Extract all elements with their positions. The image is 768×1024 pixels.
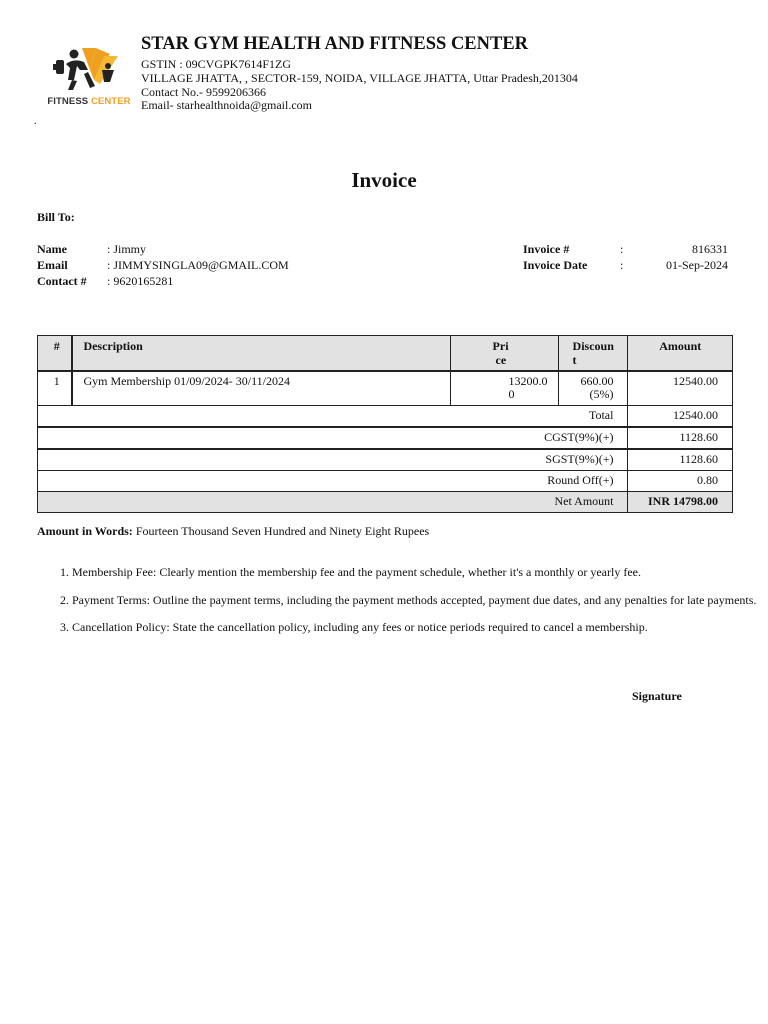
list-item	[60, 594, 756, 622]
row-price-line-2: 0	[508, 387, 515, 401]
header-discount	[558, 336, 628, 372]
row-number: 1	[38, 371, 73, 406]
term-text: Cancellation Policy: State the cancellation policy, including any fees or notice periods required to cancel a membership.	[72, 620, 648, 634]
company-name: STAR GYM HEALTH AND FITNESS CENTER	[141, 34, 529, 54]
net-amount-row	[38, 492, 733, 513]
logo-text-center: CENTER	[90, 96, 131, 107]
header-discount-line-2: t	[572, 353, 577, 367]
invoice-date-value: 01-Sep-2024	[666, 258, 728, 272]
invoice-date-colon: :	[620, 258, 624, 272]
round-off-value: 0.80	[628, 471, 733, 492]
round-off-row	[38, 471, 733, 492]
customer-email-label: Email	[37, 258, 68, 272]
sgst-label: SGST(9%)(+)	[38, 449, 628, 471]
company-email: Email- starhealthnoida@gmail.com	[141, 98, 312, 113]
net-amount-value: INR 14798.00	[628, 492, 733, 513]
amount-in-words-label: Amount in Words:	[37, 524, 133, 538]
term-number: 1.	[60, 565, 69, 579]
row-amount: 12540.00	[628, 371, 733, 406]
customer-email-value: : JIMMYSINGLA09@GMAIL.COM	[107, 258, 289, 272]
sgst-row	[38, 449, 733, 471]
header-price-line-2: ce	[495, 353, 507, 367]
total-label: Total	[38, 406, 628, 428]
header-price-line-1: Pri	[492, 339, 509, 353]
invoice-items-table	[37, 335, 733, 513]
header-amount: Amount	[628, 336, 733, 372]
page-title: Invoice	[351, 168, 417, 192]
cgst-label: CGST(9%)(+)	[38, 427, 628, 449]
bill-to-label: Bill To:	[37, 210, 75, 224]
header-discount-line-1: Discoun	[572, 339, 614, 353]
invoice-details	[523, 241, 728, 273]
term-number: 3.	[60, 620, 69, 634]
row-discount-line-1: 660.00	[580, 374, 614, 388]
term-number: 2.	[60, 592, 69, 607]
customer-contact-label: Contact #	[37, 274, 87, 288]
total-value: 12540.00	[628, 406, 733, 428]
net-amount-label: Net Amount	[38, 492, 628, 513]
company-contact: Contact No.- 9599206366	[141, 84, 266, 99]
table-row	[38, 371, 733, 406]
customer-details	[37, 241, 289, 289]
company-logo	[44, 40, 134, 112]
company-gstin: GSTIN : 09CVGPK7614F1ZG	[141, 57, 292, 71]
cgst-value: 1128.60	[628, 427, 733, 449]
total-row	[38, 406, 733, 428]
round-off-label: Round Off(+)	[38, 471, 628, 492]
row-description: Gym Membership 01/09/2024- 30/11/2024	[72, 371, 450, 406]
invoice-number-colon: :	[620, 242, 624, 256]
stray-dot: .	[34, 116, 37, 127]
cgst-row	[38, 427, 733, 449]
invoice-number-label: Invoice #	[523, 242, 570, 256]
company-header	[141, 33, 578, 113]
header-price	[450, 336, 558, 372]
terms-list	[60, 566, 756, 649]
header-description: Description	[72, 336, 450, 372]
list-item	[60, 621, 756, 649]
gym-logo-icon	[44, 40, 134, 96]
row-discount-line-2: (5%)	[589, 387, 614, 401]
signature-label: Signature	[632, 689, 682, 703]
sgst-value: 1128.60	[628, 449, 733, 471]
row-price-line-1: 13200.0	[508, 374, 548, 388]
amount-in-words-value: Fourteen Thousand Seven Hundred and Ninety Eight Rupees	[132, 524, 430, 538]
term-text: Membership Fee: Clearly mention the membership fee and the payment schedule, whether it's a monthly or yearly fee.	[72, 565, 641, 579]
invoice-number-value: 816331	[692, 242, 728, 256]
customer-name-label: Name	[37, 242, 67, 256]
invoice-date-label: Invoice Date	[523, 258, 588, 272]
amount-in-words	[37, 524, 429, 539]
header-number: #	[38, 336, 73, 372]
row-discount	[558, 371, 628, 406]
customer-contact-value: : 9620165281	[107, 274, 174, 288]
list-item	[60, 566, 756, 594]
table-header-row	[38, 336, 733, 372]
term-text: Payment Terms: Outline the payment terms, including the payment methods accepted, payment due dates, and any penalties for late payments.	[72, 592, 757, 607]
logo-text-fitness: FITNESS	[47, 96, 89, 107]
row-price	[450, 371, 558, 406]
customer-name-value: : Jimmy	[107, 242, 147, 256]
company-address: VILLAGE JHATTA, , SECTOR-159, NOIDA, VILLAGE JHATTA, Uttar Pradesh,201304	[141, 70, 578, 85]
